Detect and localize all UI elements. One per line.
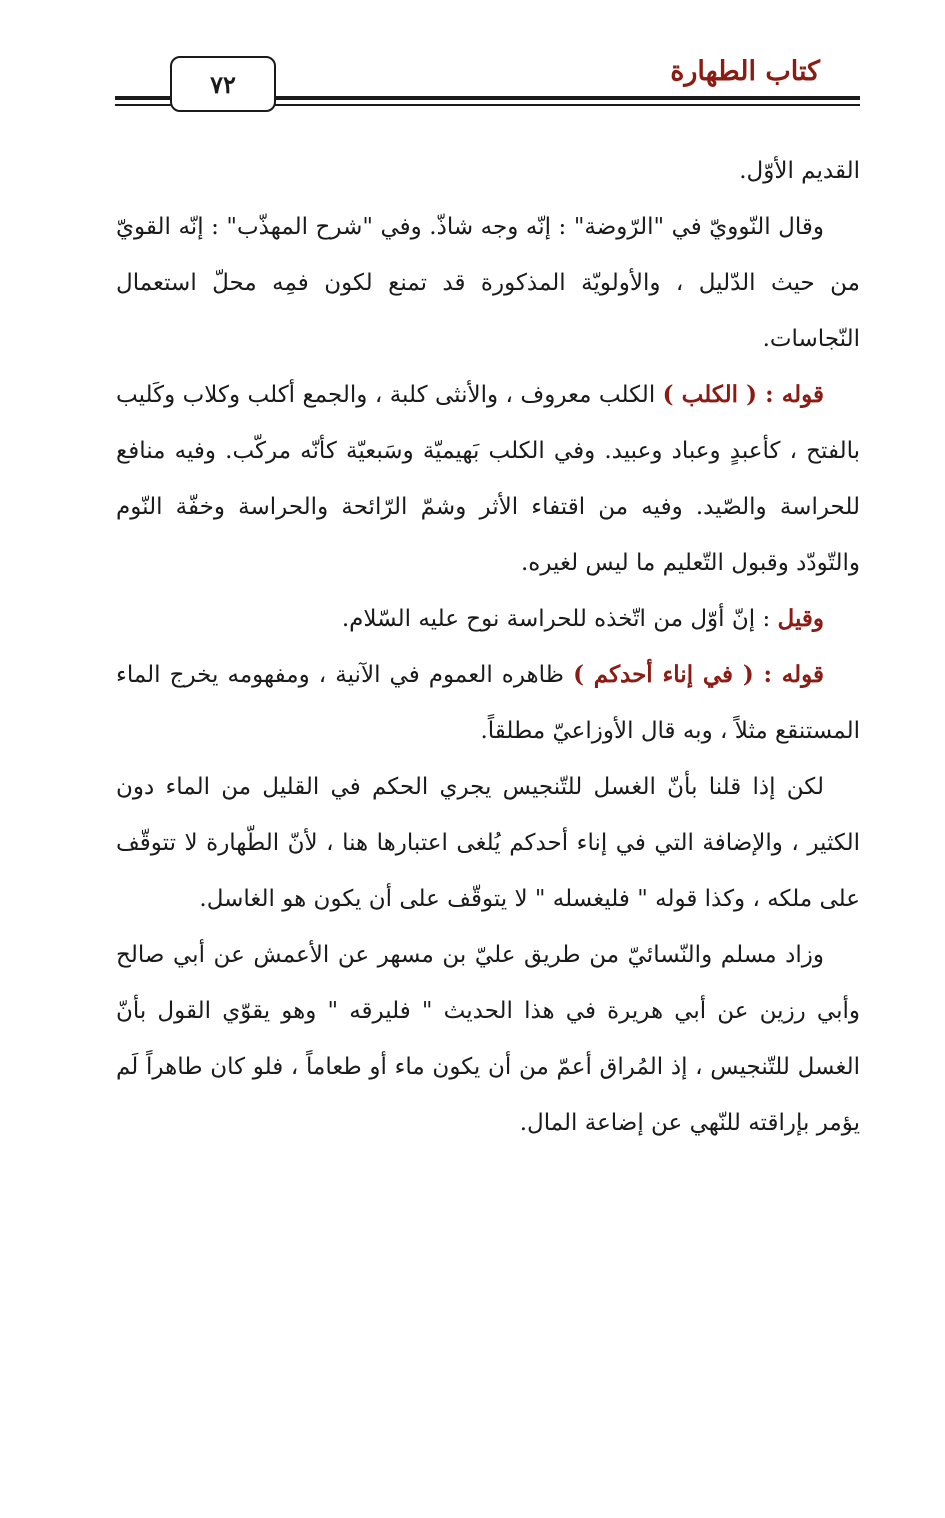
paragraph-7-text: وزاد مسلم والنّسائيّ من طريق عليّ بن مسهر عن الأعمش عن أبي صالح وأبي رزين عن أبي هريرة في هذا الحديث " فليرقه " وهو يقوّي القول بأنّ الغسل للتّنجيس ، إذ المُراق أعمّ من أن يكون ماء أو طعاماً ، فلو كان طاهراً لَم يؤمر بإراقته للنّهي عن إضاعة المال. bbox=[116, 942, 860, 1136]
paragraph-5-lead: قوله : ( في إناء أحدكم ) bbox=[573, 661, 824, 688]
paragraph-6 bbox=[116, 759, 860, 927]
page-number: ٧٢ bbox=[170, 56, 276, 112]
paragraph-3-text: الكلب معروف ، والأنثى كلبة ، والجمع أكلب وكلاب وكَليب بالفتح ، كأعبدٍ وعباد وعبيد. وفي الكلب بَهيميّة وسَبعيّة كأنّه مركّب. وفيه منافع للحراسة والصّيد. وفيه من اقتفاء الأثر وشمّ الرّائحة والحراسة وخفّة النّوم والتّودّد وقبول التّعليم ما ليس لغيره. bbox=[116, 382, 860, 576]
paragraph-7 bbox=[116, 927, 860, 1151]
paragraph-4-text: : إنّ أوّل من اتّخذه للحراسة نوح عليه السّلام. bbox=[341, 606, 778, 632]
paragraph-6-text: لكن إذا قلنا بأنّ الغسل للتّنجيس يجري الحكم في القليل من الماء دون الكثير ، والإضافة التي في إناء أحدكم يُلغى اعتبارها هنا ، لأنّ الطّهارة لا تتوقّف على ملكه ، وكذا قوله " فليغسله " لا يتوقّف على أن يكون هو الغاسل. bbox=[116, 774, 860, 912]
book-title: كتاب الطهارة bbox=[670, 56, 820, 87]
paragraph-2 bbox=[116, 199, 860, 367]
page-header bbox=[115, 50, 860, 120]
paragraph-5 bbox=[116, 647, 860, 759]
paragraph-2-text: وقال النّوويّ في "الرّوضة" : إنّه وجه شاذّ. وفي "شرح المهذّب" : إنّه القويّ من حيث الدّليل ، والأولويّة المذكورة قد تمنع لكون فمِه محلّ استعمال النّجاسات. bbox=[116, 214, 860, 352]
page-body bbox=[116, 143, 860, 1151]
paragraph-4 bbox=[116, 591, 860, 647]
paragraph-3-lead: قوله : ( الكلب ) bbox=[662, 381, 824, 408]
paragraph-4-lead: وقيل bbox=[777, 605, 824, 632]
paragraph-1-text: القديم الأوّل. bbox=[739, 158, 860, 184]
paragraph-1 bbox=[116, 143, 860, 199]
paragraph-3 bbox=[116, 367, 860, 591]
paragraph-5-text: ظاهره العموم في الآنية ، ومفهومه يخرج الماء المستنقع مثلاً ، وبه قال الأوزاعيّ مطلقاً. bbox=[116, 662, 860, 744]
